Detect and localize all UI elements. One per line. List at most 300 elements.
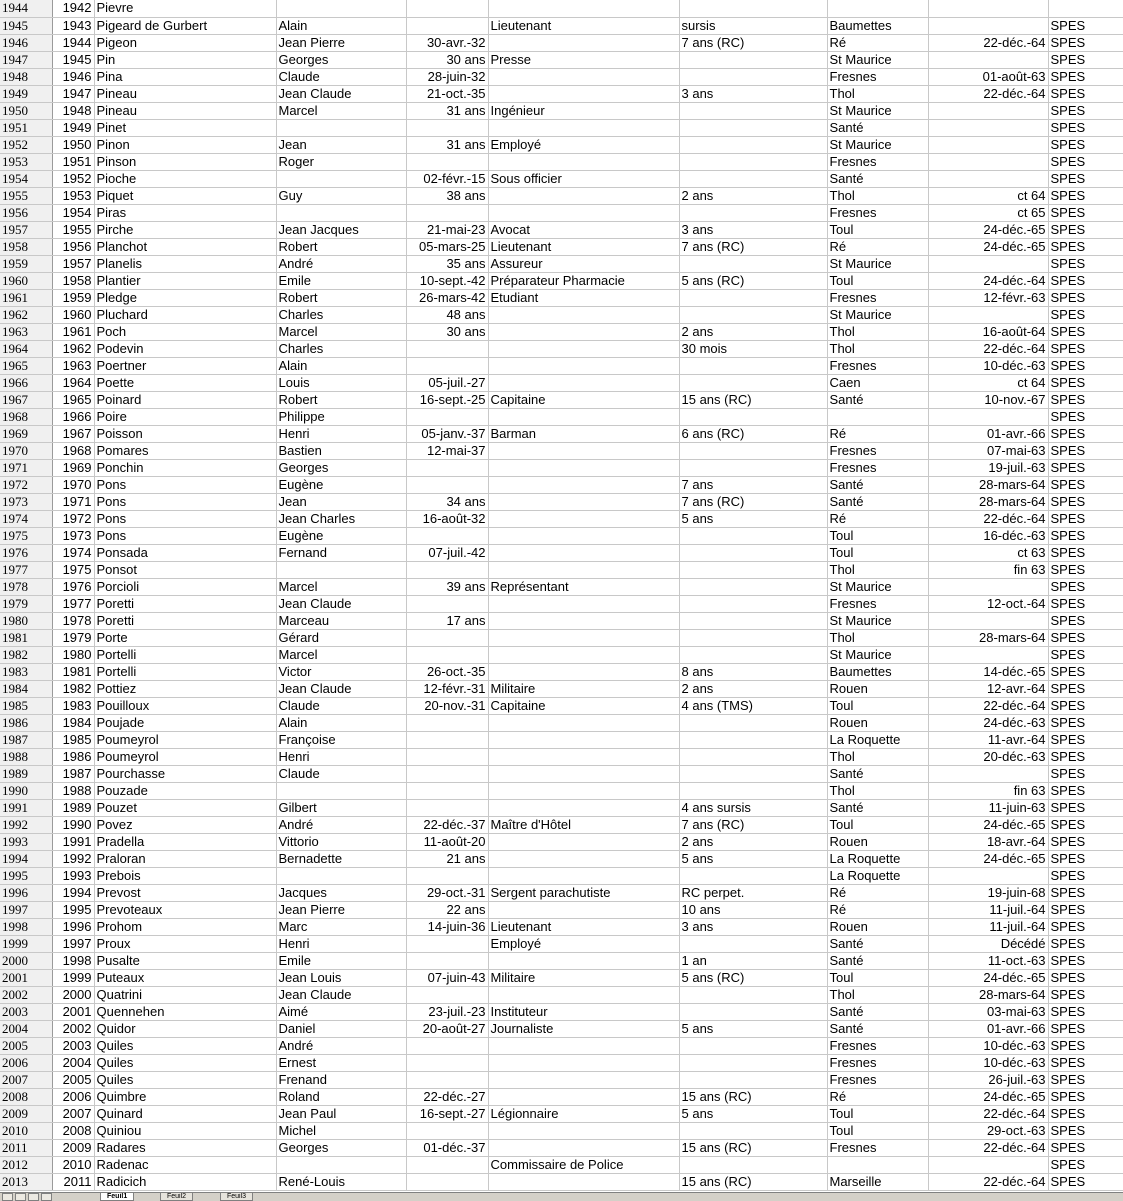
sentence-cell[interactable] [679,1122,827,1139]
prison-cell[interactable]: Fresnes [827,289,928,306]
prison-cell[interactable]: St Maurice [827,646,928,663]
id-cell[interactable]: 1965 [52,391,94,408]
row-header[interactable]: 1979 [0,595,52,612]
firstname-cell[interactable]: Jean Claude [276,85,406,102]
profession-cell[interactable] [488,0,679,17]
birth-cell[interactable]: 07-juin-43 [406,969,488,986]
group-cell[interactable]: SPES [1048,340,1123,357]
id-cell[interactable]: 1979 [52,629,94,646]
release-cell[interactable]: 28-mars-64 [928,986,1048,1003]
id-cell[interactable]: 1995 [52,901,94,918]
birth-cell[interactable] [406,1054,488,1071]
release-cell[interactable]: 22-déc.-64 [928,340,1048,357]
birth-cell[interactable] [406,765,488,782]
sentence-cell[interactable] [679,68,827,85]
id-cell[interactable]: 1959 [52,289,94,306]
row-header[interactable]: 1944 [0,0,52,17]
surname-cell[interactable]: Pouzade [94,782,276,799]
firstname-cell[interactable]: Marcel [276,323,406,340]
group-cell[interactable]: SPES [1048,1003,1123,1020]
profession-cell[interactable] [488,748,679,765]
profession-cell[interactable]: Etudiant [488,289,679,306]
id-cell[interactable]: 1953 [52,187,94,204]
profession-cell[interactable] [488,493,679,510]
birth-cell[interactable] [406,748,488,765]
row-header[interactable]: 1949 [0,85,52,102]
firstname-cell[interactable]: Philippe [276,408,406,425]
row-header[interactable]: 2012 [0,1156,52,1173]
sentence-cell[interactable]: 7 ans [679,476,827,493]
row-header[interactable]: 1980 [0,612,52,629]
prison-cell[interactable] [827,408,928,425]
surname-cell[interactable]: Pluchard [94,306,276,323]
release-cell[interactable]: 11-avr.-64 [928,731,1048,748]
birth-cell[interactable] [406,119,488,136]
sentence-cell[interactable]: 4 ans (TMS) [679,697,827,714]
group-cell[interactable]: SPES [1048,1054,1123,1071]
birth-cell[interactable] [406,561,488,578]
firstname-cell[interactable] [276,1156,406,1173]
group-cell[interactable]: SPES [1048,187,1123,204]
prison-cell[interactable]: Toul [827,272,928,289]
profession-cell[interactable]: Lieutenant [488,918,679,935]
firstname-cell[interactable]: Emile [276,272,406,289]
surname-cell[interactable]: Planelis [94,255,276,272]
release-cell[interactable]: 01-août-63 [928,68,1048,85]
prison-cell[interactable]: Caen [827,374,928,391]
birth-cell[interactable] [406,714,488,731]
firstname-cell[interactable]: Frenand [276,1071,406,1088]
id-cell[interactable]: 1955 [52,221,94,238]
sentence-cell[interactable] [679,306,827,323]
firstname-cell[interactable] [276,0,406,17]
row-header[interactable]: 1992 [0,816,52,833]
row-header[interactable]: 2003 [0,1003,52,1020]
group-cell[interactable]: SPES [1048,918,1123,935]
group-cell[interactable]: SPES [1048,527,1123,544]
id-cell[interactable]: 1984 [52,714,94,731]
sentence-cell[interactable]: 4 ans sursis [679,799,827,816]
profession-cell[interactable]: Sergent parachutiste [488,884,679,901]
id-cell[interactable]: 1944 [52,34,94,51]
surname-cell[interactable]: Poisson [94,425,276,442]
row-header[interactable]: 2007 [0,1071,52,1088]
surname-cell[interactable]: Quiles [94,1037,276,1054]
surname-cell[interactable]: Puteaux [94,969,276,986]
group-cell[interactable]: SPES [1048,289,1123,306]
sentence-cell[interactable]: 2 ans [679,323,827,340]
firstname-cell[interactable]: Eugène [276,527,406,544]
group-cell[interactable]: SPES [1048,663,1123,680]
firstname-cell[interactable]: Robert [276,238,406,255]
firstname-cell[interactable]: Jean Louis [276,969,406,986]
group-cell[interactable]: SPES [1048,1037,1123,1054]
profession-cell[interactable] [488,952,679,969]
prison-cell[interactable]: St Maurice [827,612,928,629]
sentence-cell[interactable] [679,544,827,561]
prison-cell[interactable]: Thol [827,561,928,578]
sentence-cell[interactable]: 5 ans [679,1020,827,1037]
id-cell[interactable]: 1990 [52,816,94,833]
sentence-cell[interactable]: 5 ans (RC) [679,272,827,289]
sentence-cell[interactable] [679,527,827,544]
id-cell[interactable]: 1986 [52,748,94,765]
prison-cell[interactable]: Santé [827,493,928,510]
surname-cell[interactable]: Pouzet [94,799,276,816]
release-cell[interactable]: 24-déc.-65 [928,221,1048,238]
surname-cell[interactable]: Pin [94,51,276,68]
firstname-cell[interactable]: Marcel [276,102,406,119]
birth-cell[interactable] [406,153,488,170]
row-header[interactable]: 1970 [0,442,52,459]
group-cell[interactable]: SPES [1048,408,1123,425]
birth-cell[interactable] [406,935,488,952]
id-cell[interactable]: 1949 [52,119,94,136]
sentence-cell[interactable] [679,442,827,459]
release-cell[interactable]: 22-déc.-64 [928,510,1048,527]
row-header[interactable]: 1963 [0,323,52,340]
sentence-cell[interactable] [679,1156,827,1173]
surname-cell[interactable]: Pinson [94,153,276,170]
profession-cell[interactable]: Légionnaire [488,1105,679,1122]
release-cell[interactable]: 24-déc.-65 [928,238,1048,255]
birth-cell[interactable]: 20-août-27 [406,1020,488,1037]
firstname-cell[interactable]: Georges [276,1139,406,1156]
sentence-cell[interactable]: sursis [679,17,827,34]
firstname-cell[interactable]: Claude [276,765,406,782]
sentence-cell[interactable] [679,629,827,646]
id-cell[interactable]: 1958 [52,272,94,289]
row-header[interactable]: 1977 [0,561,52,578]
prison-cell[interactable]: Thol [827,187,928,204]
prison-cell[interactable]: Fresnes [827,1139,928,1156]
prison-cell[interactable]: Ré [827,34,928,51]
id-cell[interactable]: 1997 [52,935,94,952]
surname-cell[interactable]: Pina [94,68,276,85]
sentence-cell[interactable]: 15 ans (RC) [679,391,827,408]
profession-cell[interactable] [488,1173,679,1190]
prison-cell[interactable]: Toul [827,1122,928,1139]
birth-cell[interactable]: 34 ans [406,493,488,510]
surname-cell[interactable]: Quiles [94,1054,276,1071]
surname-cell[interactable]: Ponsada [94,544,276,561]
surname-cell[interactable]: Pourchasse [94,765,276,782]
birth-cell[interactable] [406,629,488,646]
row-header[interactable]: 1964 [0,340,52,357]
group-cell[interactable]: SPES [1048,170,1123,187]
prison-cell[interactable]: St Maurice [827,255,928,272]
surname-cell[interactable]: Prohom [94,918,276,935]
birth-cell[interactable]: 30 ans [406,323,488,340]
profession-cell[interactable]: Lieutenant [488,238,679,255]
profession-cell[interactable]: Capitaine [488,697,679,714]
profession-cell[interactable] [488,34,679,51]
surname-cell[interactable]: Poch [94,323,276,340]
row-header[interactable]: 1945 [0,17,52,34]
firstname-cell[interactable]: Jean Charles [276,510,406,527]
group-cell[interactable]: SPES [1048,357,1123,374]
sentence-cell[interactable] [679,1003,827,1020]
sentence-cell[interactable]: 6 ans (RC) [679,425,827,442]
row-header[interactable]: 1951 [0,119,52,136]
sentence-cell[interactable] [679,782,827,799]
profession-cell[interactable] [488,510,679,527]
sentence-cell[interactable] [679,51,827,68]
group-cell[interactable]: SPES [1048,867,1123,884]
release-cell[interactable]: 12-févr.-63 [928,289,1048,306]
sentence-cell[interactable] [679,153,827,170]
firstname-cell[interactable]: Victor [276,663,406,680]
birth-cell[interactable] [406,799,488,816]
group-cell[interactable]: SPES [1048,1020,1123,1037]
prison-cell[interactable]: Toul [827,969,928,986]
birth-cell[interactable] [406,595,488,612]
surname-cell[interactable]: Poujade [94,714,276,731]
birth-cell[interactable]: 05-janv.-37 [406,425,488,442]
id-cell[interactable]: 1950 [52,136,94,153]
birth-cell[interactable]: 26-mars-42 [406,289,488,306]
row-header[interactable]: 1950 [0,102,52,119]
profession-cell[interactable]: Barman [488,425,679,442]
release-cell[interactable] [928,612,1048,629]
row-header[interactable]: 1998 [0,918,52,935]
surname-cell[interactable]: Pineau [94,102,276,119]
surname-cell[interactable]: Quiles [94,1071,276,1088]
row-header[interactable]: 2001 [0,969,52,986]
release-cell[interactable]: ct 64 [928,374,1048,391]
birth-cell[interactable] [406,1156,488,1173]
sentence-cell[interactable]: 15 ans (RC) [679,1173,827,1190]
id-cell[interactable]: 1942 [52,0,94,17]
birth-cell[interactable]: 05-juil.-27 [406,374,488,391]
release-cell[interactable]: 20-déc.-63 [928,748,1048,765]
prison-cell[interactable]: St Maurice [827,102,928,119]
row-header[interactable]: 1967 [0,391,52,408]
surname-cell[interactable]: Portelli [94,663,276,680]
birth-cell[interactable]: 22-déc.-27 [406,1088,488,1105]
profession-cell[interactable]: Sous officier [488,170,679,187]
sentence-cell[interactable] [679,357,827,374]
profession-cell[interactable]: Militaire [488,680,679,697]
release-cell[interactable]: ct 64 [928,187,1048,204]
birth-cell[interactable] [406,1122,488,1139]
birth-cell[interactable] [406,476,488,493]
row-header[interactable]: 2008 [0,1088,52,1105]
firstname-cell[interactable]: Jacques [276,884,406,901]
prison-cell[interactable]: Ré [827,1088,928,1105]
birth-cell[interactable]: 10-sept.-42 [406,272,488,289]
row-header[interactable]: 1965 [0,357,52,374]
group-cell[interactable]: SPES [1048,578,1123,595]
release-cell[interactable] [928,51,1048,68]
birth-cell[interactable] [406,459,488,476]
row-header[interactable]: 1957 [0,221,52,238]
prison-cell[interactable]: La Roquette [827,731,928,748]
id-cell[interactable]: 1948 [52,102,94,119]
row-header[interactable]: 1986 [0,714,52,731]
row-header[interactable]: 1956 [0,204,52,221]
prison-cell[interactable]: Thol [827,782,928,799]
surname-cell[interactable]: Pievre [94,0,276,17]
row-header[interactable]: 1984 [0,680,52,697]
row-header[interactable]: 1982 [0,646,52,663]
firstname-cell[interactable]: Robert [276,289,406,306]
profession-cell[interactable] [488,714,679,731]
release-cell[interactable]: 29-oct.-63 [928,1122,1048,1139]
prison-cell[interactable]: Santé [827,119,928,136]
group-cell[interactable]: SPES [1048,1173,1123,1190]
birth-cell[interactable]: 02-févr.-15 [406,170,488,187]
firstname-cell[interactable]: Marc [276,918,406,935]
firstname-cell[interactable]: Fernand [276,544,406,561]
row-header[interactable]: 1954 [0,170,52,187]
surname-cell[interactable]: Prevoteaux [94,901,276,918]
prison-cell[interactable]: Santé [827,1020,928,1037]
id-cell[interactable]: 2010 [52,1156,94,1173]
release-cell[interactable] [928,136,1048,153]
prison-cell[interactable]: St Maurice [827,578,928,595]
id-cell[interactable]: 1963 [52,357,94,374]
birth-cell[interactable]: 16-sept.-27 [406,1105,488,1122]
group-cell[interactable]: SPES [1048,1156,1123,1173]
id-cell[interactable]: 2007 [52,1105,94,1122]
release-cell[interactable]: 01-avr.-66 [928,1020,1048,1037]
sentence-cell[interactable] [679,119,827,136]
birth-cell[interactable]: 38 ans [406,187,488,204]
release-cell[interactable]: 22-déc.-64 [928,85,1048,102]
surname-cell[interactable]: Ponchin [94,459,276,476]
id-cell[interactable]: 1962 [52,340,94,357]
group-cell[interactable]: SPES [1048,1088,1123,1105]
sentence-cell[interactable]: 5 ans (RC) [679,969,827,986]
prison-cell[interactable]: Marseille [827,1173,928,1190]
firstname-cell[interactable] [276,867,406,884]
release-cell[interactable]: 24-déc.-65 [928,850,1048,867]
id-cell[interactable]: 1946 [52,68,94,85]
profession-cell[interactable] [488,646,679,663]
prison-cell[interactable]: Ré [827,425,928,442]
surname-cell[interactable]: Poire [94,408,276,425]
id-cell[interactable]: 1951 [52,153,94,170]
id-cell[interactable]: 2005 [52,1071,94,1088]
row-header[interactable]: 1968 [0,408,52,425]
firstname-cell[interactable] [276,561,406,578]
birth-cell[interactable] [406,1037,488,1054]
birth-cell[interactable] [406,1071,488,1088]
id-cell[interactable]: 1960 [52,306,94,323]
release-cell[interactable]: 10-déc.-63 [928,1037,1048,1054]
profession-cell[interactable] [488,340,679,357]
release-cell[interactable] [928,153,1048,170]
row-header[interactable]: 2004 [0,1020,52,1037]
group-cell[interactable]: SPES [1048,595,1123,612]
release-cell[interactable]: 12-avr.-64 [928,680,1048,697]
release-cell[interactable] [928,170,1048,187]
id-cell[interactable]: 2006 [52,1088,94,1105]
surname-cell[interactable]: Poumeyrol [94,748,276,765]
group-cell[interactable]: SPES [1048,969,1123,986]
profession-cell[interactable]: Ingénieur [488,102,679,119]
release-cell[interactable]: 26-juil.-63 [928,1071,1048,1088]
sentence-cell[interactable]: 3 ans [679,221,827,238]
prison-cell[interactable]: Ré [827,884,928,901]
firstname-cell[interactable]: Marceau [276,612,406,629]
id-cell[interactable]: 1947 [52,85,94,102]
birth-cell[interactable] [406,1173,488,1190]
firstname-cell[interactable] [276,204,406,221]
group-cell[interactable]: SPES [1048,153,1123,170]
profession-cell[interactable]: Représentant [488,578,679,595]
sentence-cell[interactable] [679,578,827,595]
group-cell[interactable]: SPES [1048,748,1123,765]
sentence-cell[interactable] [679,0,827,17]
surname-cell[interactable]: Piras [94,204,276,221]
profession-cell[interactable] [488,612,679,629]
firstname-cell[interactable]: André [276,255,406,272]
profession-cell[interactable] [488,68,679,85]
sheet-tab-feuil3[interactable]: Feuil3 [220,1193,253,1201]
release-cell[interactable] [928,765,1048,782]
sentence-cell[interactable] [679,714,827,731]
prison-cell[interactable]: Baumettes [827,663,928,680]
birth-cell[interactable]: 31 ans [406,136,488,153]
release-cell[interactable]: 11-juin-63 [928,799,1048,816]
firstname-cell[interactable]: Jean [276,136,406,153]
row-header[interactable]: 1959 [0,255,52,272]
profession-cell[interactable] [488,323,679,340]
prison-cell[interactable]: Thol [827,85,928,102]
group-cell[interactable]: SPES [1048,17,1123,34]
release-cell[interactable]: 10-déc.-63 [928,1054,1048,1071]
sentence-cell[interactable]: 15 ans (RC) [679,1088,827,1105]
prison-cell[interactable]: Santé [827,935,928,952]
firstname-cell[interactable]: Georges [276,51,406,68]
prison-cell[interactable]: La Roquette [827,850,928,867]
id-cell[interactable]: 1981 [52,663,94,680]
sentence-cell[interactable] [679,204,827,221]
release-cell[interactable]: 19-juil.-63 [928,459,1048,476]
group-cell[interactable]: SPES [1048,765,1123,782]
release-cell[interactable]: 16-août-64 [928,323,1048,340]
prison-cell[interactable]: St Maurice [827,306,928,323]
row-header[interactable]: 1993 [0,833,52,850]
firstname-cell[interactable]: Jean Claude [276,680,406,697]
id-cell[interactable]: 1987 [52,765,94,782]
firstname-cell[interactable]: Ernest [276,1054,406,1071]
firstname-cell[interactable]: Jean Paul [276,1105,406,1122]
firstname-cell[interactable]: Gilbert [276,799,406,816]
prison-cell[interactable]: Rouen [827,918,928,935]
group-cell[interactable]: SPES [1048,255,1123,272]
group-cell[interactable]: SPES [1048,1122,1123,1139]
row-header[interactable]: 1990 [0,782,52,799]
firstname-cell[interactable]: Marcel [276,578,406,595]
row-header[interactable]: 2005 [0,1037,52,1054]
id-cell[interactable]: 1973 [52,527,94,544]
group-cell[interactable]: SPES [1048,833,1123,850]
sentence-cell[interactable]: 7 ans (RC) [679,34,827,51]
firstname-cell[interactable]: Guy [276,187,406,204]
row-header[interactable]: 1978 [0,578,52,595]
surname-cell[interactable]: Poertner [94,357,276,374]
surname-cell[interactable]: Radicich [94,1173,276,1190]
group-cell[interactable] [1048,0,1123,17]
birth-cell[interactable]: 48 ans [406,306,488,323]
firstname-cell[interactable]: Eugène [276,476,406,493]
birth-cell[interactable]: 29-oct.-31 [406,884,488,901]
release-cell[interactable]: ct 63 [928,544,1048,561]
birth-cell[interactable]: 26-oct.-35 [406,663,488,680]
